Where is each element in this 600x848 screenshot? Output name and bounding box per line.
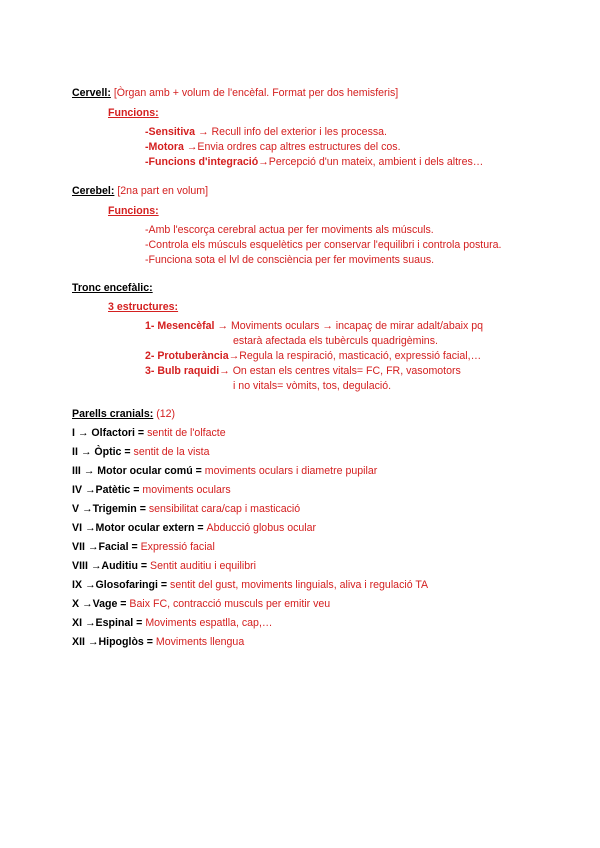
cervell-heading-line [72, 87, 398, 100]
nerve-description: sentit del gust, moviments linguials, aliva i regulació TA [170, 579, 429, 591]
tronc-item-3 [145, 365, 461, 378]
nerve-row-8 [72, 560, 256, 573]
cervell-item-2 [145, 141, 401, 154]
nerve-description: sentit de l'olfacte [147, 427, 226, 439]
nerve-equals: = [136, 503, 149, 515]
nerve-name: I → Olfactori [72, 427, 135, 439]
nerve-row-5 [72, 503, 300, 516]
nerve-description: moviments oculars i diametre pupilar [204, 465, 378, 477]
nerve-description: moviments oculars [142, 484, 231, 496]
cervell-funcions-title: Funcions: [108, 107, 159, 119]
tronc-item-term: 2- Protuberància [145, 350, 229, 362]
tronc-subtitle: 3 estructures: [108, 301, 179, 313]
cerebel-heading: Cerebel: [72, 185, 115, 197]
cervell-item-3 [145, 156, 483, 169]
nerve-equals: = [121, 446, 134, 458]
nerve-name: IX →Glosofaringi [72, 579, 158, 591]
tronc-item-text: → On estan els centres vitals= FC, FR, vasomotors [219, 365, 461, 377]
tronc-item-text: → Moviments oculars → incapaç de mirar adalt/abaix pq [214, 320, 483, 332]
nerve-equals: = [137, 560, 150, 572]
nerve-description: Expressió facial [140, 541, 215, 553]
nerve-name: VII →Facial [72, 541, 129, 553]
nerve-equals: = [130, 484, 143, 496]
nerve-row-6 [72, 522, 316, 535]
nerve-equals: = [192, 465, 205, 477]
cervell-description: [Òrgan amb + volum de l'encèfal. Format per dos hemisferis] [113, 87, 399, 99]
tronc-heading: Tronc encefàlic: [72, 282, 153, 294]
cerebel-item-2: -Controla els músculs esquelètics per conservar l'equilibri i controla postura. [145, 239, 502, 251]
cervell-item-text: → Recull info del exterior i les processa. [195, 126, 387, 138]
nerve-name: XII →Hipoglòs [72, 636, 144, 648]
nerve-name: II → Òptic [72, 446, 122, 458]
tronc-item-1 [145, 320, 483, 333]
nerve-name: VIII →Auditiu [72, 560, 138, 572]
nerve-equals: = [194, 522, 207, 534]
parells-heading-line [72, 408, 175, 421]
parells-heading: Parells cranials: [72, 408, 154, 420]
tronc-item-term: 1- Mesencèfal [145, 320, 215, 332]
nerve-row-9 [72, 579, 428, 592]
cerebel-funcions-title: Funcions: [108, 205, 159, 217]
nerve-equals: = [157, 579, 171, 591]
nerve-name: V →Trigemin [72, 503, 137, 515]
nerve-equals: = [134, 427, 148, 439]
cervell-item-term: -Sensitiva [145, 126, 196, 138]
nerve-description: Sentit auditiu i equilibri [150, 560, 256, 572]
nerve-name: XI →Espinal [72, 617, 134, 629]
nerve-description: Moviments llengua [155, 636, 245, 648]
nerve-description: Abducció globus ocular [206, 522, 317, 534]
cerebel-heading-line [72, 185, 208, 198]
nerve-row-4 [72, 484, 231, 497]
nerve-description: sentit de la vista [133, 446, 210, 458]
cervell-heading: Cervell: [72, 87, 111, 99]
parells-count: (12) [153, 408, 176, 420]
nerve-equals: = [143, 636, 156, 648]
nerve-description: Moviments espatlla, cap,… [145, 617, 273, 629]
nerve-row-7 [72, 541, 215, 554]
tronc-item-text: →Regula la respiració, masticació, expressió facial,… [228, 350, 482, 362]
nerve-name: III → Motor ocular comú [72, 465, 193, 477]
nerve-name: IV →Patètic [72, 484, 131, 496]
nerve-row-3 [72, 465, 377, 478]
nerve-row-11 [72, 617, 273, 630]
tronc-item-2 [145, 350, 481, 363]
nerve-description: Baix FC, contracció musculs per emitir veu [129, 598, 331, 610]
tronc-item-3-cont: i no vitals= vòmits, tos, degulació. [233, 380, 392, 392]
cerebel-description: [2na part en volum] [117, 185, 209, 197]
nerve-name: VI →Motor ocular extern [72, 522, 195, 534]
nerve-row-10 [72, 598, 330, 611]
cerebel-item-3: -Funciona sota el lvl de consciència per fer moviments suaus. [145, 254, 435, 266]
nerve-row-1 [72, 427, 226, 440]
nerve-equals: = [117, 598, 130, 610]
cervell-item-text: →Envia ordres cap altres estructures del cos. [183, 141, 401, 153]
nerve-equals: = [133, 617, 146, 629]
nerve-description: sensibilitat cara/cap i masticació [148, 503, 301, 515]
nerve-name: X →Vage [72, 598, 118, 610]
nerve-row-2 [72, 446, 210, 459]
nerve-equals: = [128, 541, 141, 553]
tronc-item-1-cont: estarà afectada els tubèrculs quadrigèmins. [233, 335, 438, 347]
tronc-item-term: 3- Bulb raquidi [145, 365, 220, 377]
cervell-item-1 [145, 126, 387, 139]
cervell-item-term: -Motora [145, 141, 184, 153]
nerve-row-12 [72, 636, 244, 649]
cerebel-item-1: -Amb l'escorça cerebral actua per fer moviments als músculs. [145, 224, 434, 236]
cervell-item-term: -Funcions d'integració [145, 156, 259, 168]
cervell-item-text: →Percepció d'un mateix, ambient i dels altres… [258, 156, 484, 168]
